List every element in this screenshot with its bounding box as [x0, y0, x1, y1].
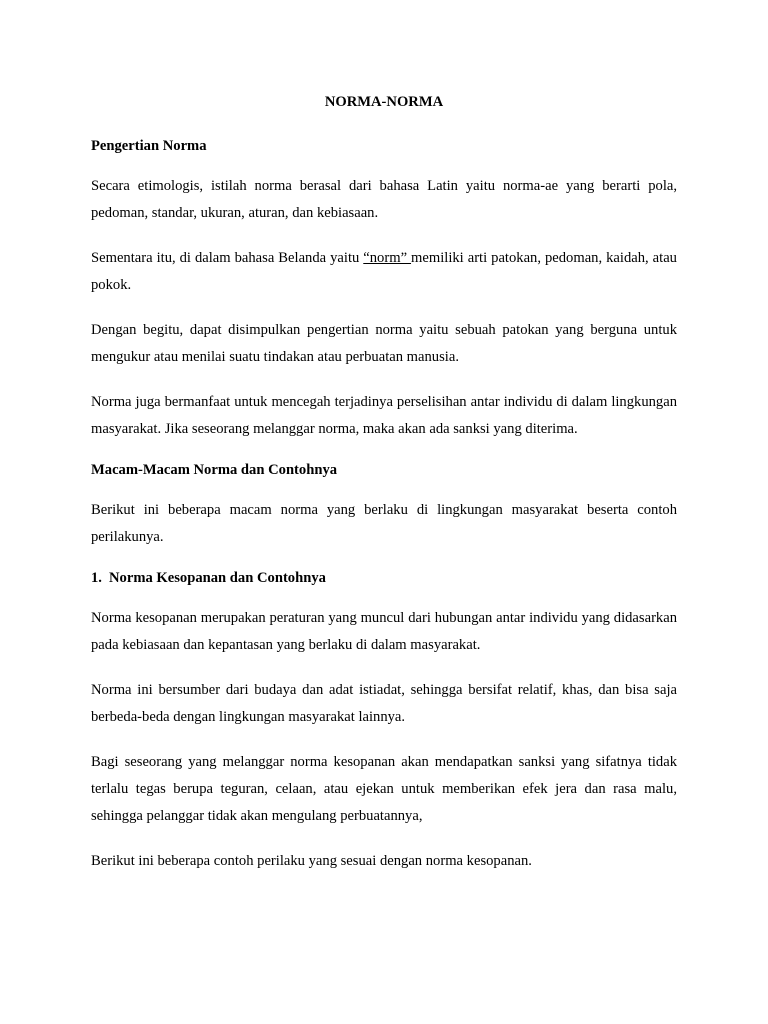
- paragraph-contoh-kesopanan: Berikut ini beberapa contoh perilaku yang sesuai dengan norma kesopanan.: [91, 853, 532, 869]
- paragraph-sumber-kesopanan: Norma ini bersumber dari budaya dan adat istiadat, sehingga bersifat relatif, khas, dan bisa saja berbeda-beda dengan lingkungan masyarakat lainnya.: [91, 682, 677, 725]
- paragraph-text: memiliki arti patokan, pedoman, kaidah, atau pokok.: [91, 250, 677, 293]
- paragraph-manfaat: Norma juga bermanfaat untuk mencegah terjadinya perselisihan antar individu di dalam lingkungan masyarakat. Jika seseorang melanggar norma, maka akan ada sanksi yang diterima.: [91, 394, 677, 437]
- section-heading-macam-norma: Macam-Macam Norma dan Contohnya: [91, 462, 338, 478]
- paragraph-kesimpulan: Dengan begitu, dapat disimpulkan pengertian norma yaitu sebuah patokan yang berguna untuk mengukur atau menilai suatu tindakan atau perbuatan manusia.: [91, 322, 677, 365]
- section-heading-pengertian-norma: Pengertian Norma: [91, 138, 207, 154]
- underlined-term: “norm”: [363, 250, 412, 266]
- paragraph-definisi-kesopanan: Norma kesopanan merupakan peraturan yang muncul dari hubungan antar individu yang didasarkan pada kebiasaan dan kepantasan yang berlaku di dalam masyarakat.: [91, 610, 677, 653]
- paragraph-etimologi: Secara etimologis, istilah norma berasal dari bahasa Latin yaitu norma-ae yang berarti pola, pedoman, standar, ukuran, aturan, dan kebiasaan.: [91, 178, 677, 221]
- paragraph-macam-norma: Berikut ini beberapa macam norma yang berlaku di lingkungan masyarakat beserta contoh perilakunya.: [91, 502, 677, 545]
- paragraph-text: Sementara itu, di dalam bahasa Belanda yaitu: [91, 250, 364, 266]
- paragraph-bahasa-belanda: [91, 245, 677, 299]
- list-number: 1.: [91, 570, 102, 586]
- document-title: NORMA-NORMA: [324, 94, 444, 110]
- paragraph-sanksi-kesopanan: Bagi seseorang yang melanggar norma kesopanan akan mendapatkan sanksi yang sifatnya tidak terlalu tegas berupa teguran, celaan, atau ejekan untuk memberikan efek jera dan rasa malu, sehingga pelanggar tidak akan mengulang perbuatannya,: [91, 754, 677, 824]
- document-body: [91, 93, 677, 875]
- heading-text: Norma Kesopanan dan Contohnya: [109, 570, 326, 586]
- section-heading-norma-kesopanan: [91, 569, 677, 587]
